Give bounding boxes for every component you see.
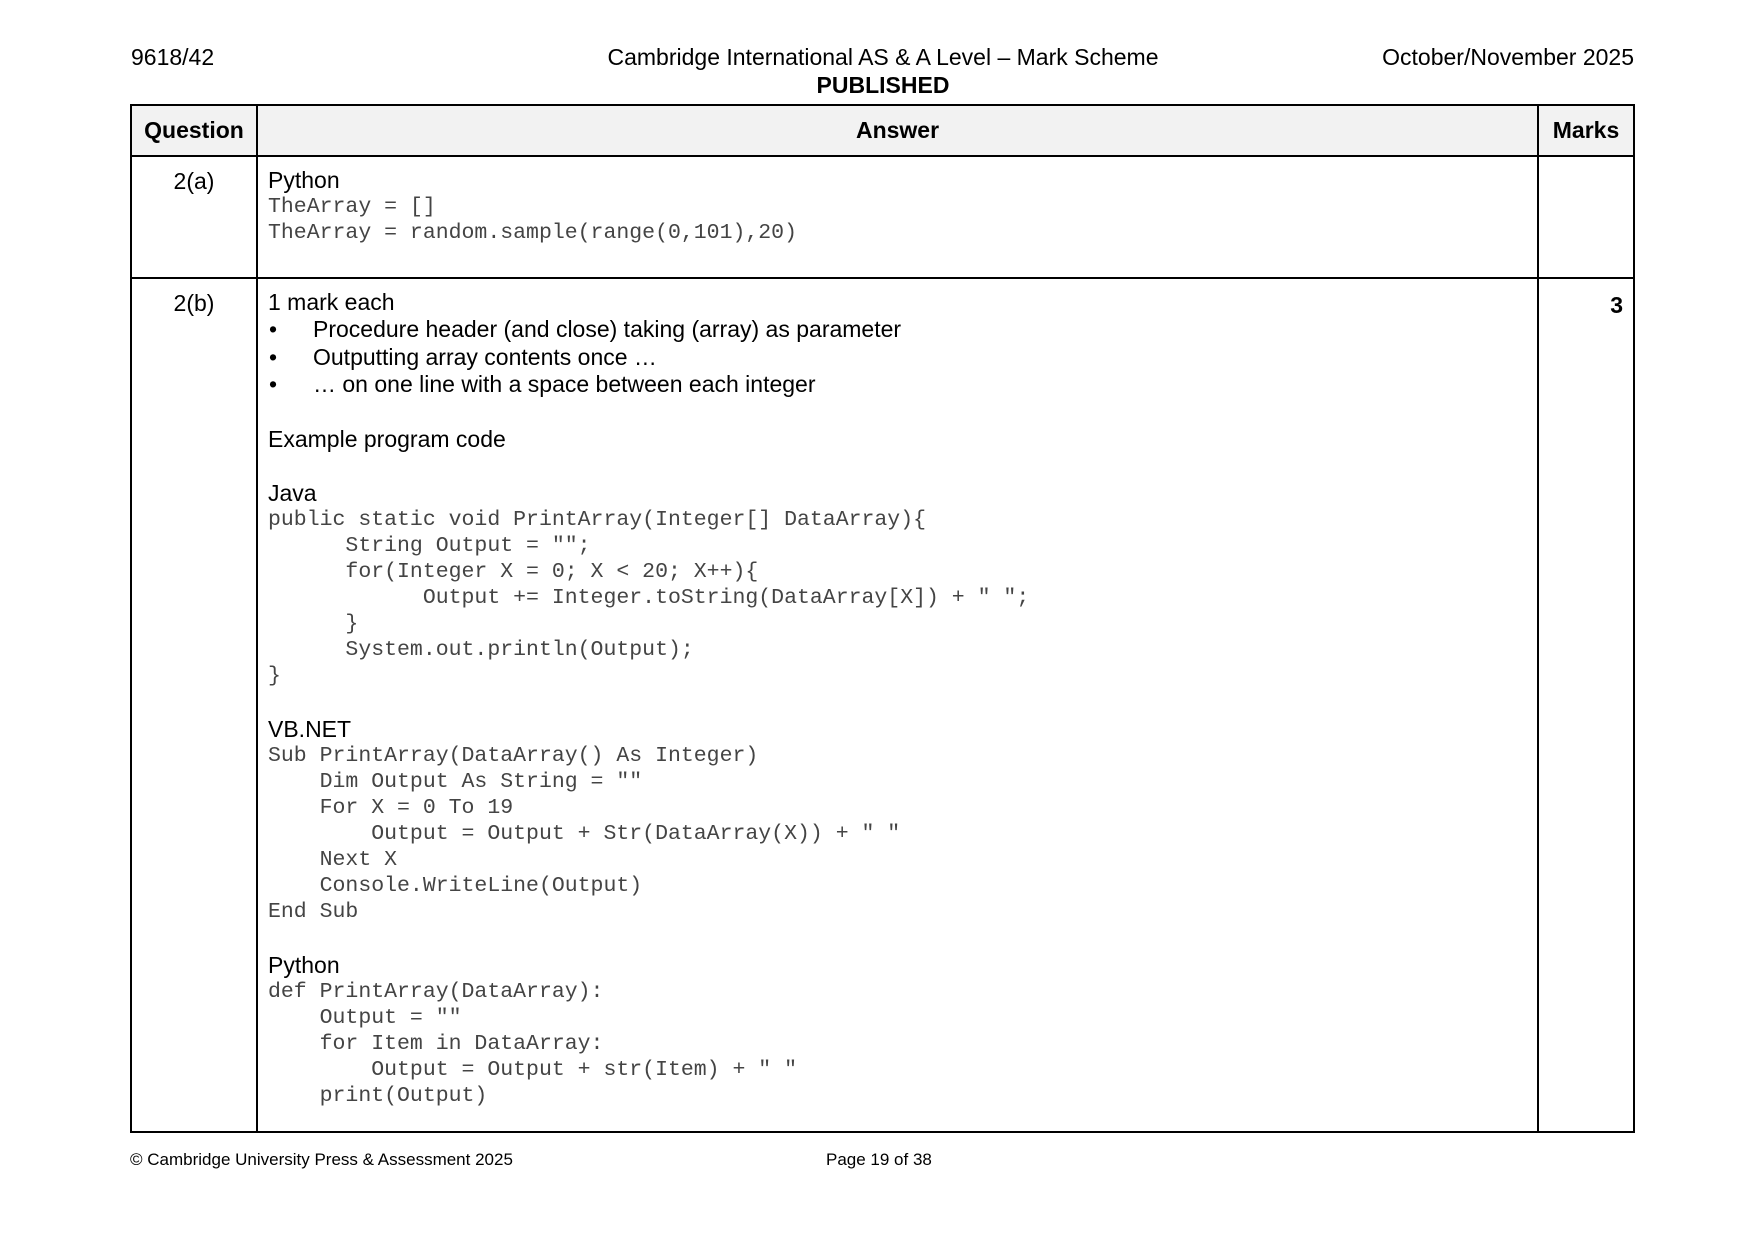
answer-cell: [257, 278, 1538, 1132]
list-item: [268, 316, 1527, 344]
page-number: Page 19 of 38: [826, 1150, 932, 1169]
language-label-vbnet: VB.NET: [268, 715, 352, 742]
code-block-java: public static void PrintArray(Integer[] DataArray){ String Output = ""; for(Integer X = 0; X < 20; X++){ Output += Integer.toString(DataArray[X]) + " "; } System.out.println(Output); }: [268, 507, 1030, 688]
table-row: [131, 278, 1634, 1132]
marks-cell: 3: [1538, 278, 1634, 1132]
example-label: Example program code: [268, 425, 506, 452]
bullet-icon: •: [269, 316, 278, 342]
column-header-answer: Answer: [257, 105, 1538, 156]
language-label-python: Python: [268, 167, 340, 193]
status-label: PUBLISHED: [816, 72, 950, 98]
marks-cell: [1538, 156, 1634, 278]
code-block-python: TheArray = [] TheArray = random.sample(range(0,101),20): [268, 195, 797, 245]
mark-scheme-table: [130, 104, 1635, 1133]
marking-points-list: [268, 316, 1527, 399]
list-item-text: … on one line with a space between each integer: [313, 371, 816, 397]
code-block-python: def PrintArray(DataArray): Output = "" for Item in DataArray: Output = Output + str(Item) + " " print(Output): [268, 979, 797, 1108]
list-item-text: Outputting array contents once …: [313, 343, 657, 370]
table-row: [131, 156, 1634, 278]
answer-cell: [257, 156, 1538, 278]
bullet-icon: •: [269, 371, 278, 397]
list-item: [268, 344, 1527, 372]
column-header-question: Question: [131, 105, 257, 156]
title-text: Cambridge International AS & A Level – Mark Scheme: [607, 44, 1159, 70]
exam-session: October/November 2025: [1382, 44, 1634, 70]
table-header-row: [131, 105, 1634, 156]
list-item-text: Procedure header (and close) taking (array) as parameter: [313, 316, 902, 342]
list-item: [268, 371, 1527, 399]
language-label-python: Python: [268, 951, 340, 978]
language-label-java: Java: [268, 479, 317, 506]
column-header-marks: Marks: [1538, 105, 1634, 156]
paper-code: 9618/42: [131, 44, 215, 70]
question-number: 2(a): [131, 156, 257, 278]
bullet-icon: •: [269, 343, 278, 370]
question-number: 2(b): [131, 278, 257, 1132]
code-block-vbnet: Sub PrintArray(DataArray() As Integer) Dim Output As String = "" For X = 0 To 19 Output = Output + Str(DataArray(X)) + " " Next X Console.WriteLine(Output) End Sub: [268, 743, 901, 924]
marking-intro: 1 mark each: [268, 289, 395, 315]
copyright-notice: © Cambridge University Press & Assessment 2025: [130, 1150, 513, 1169]
